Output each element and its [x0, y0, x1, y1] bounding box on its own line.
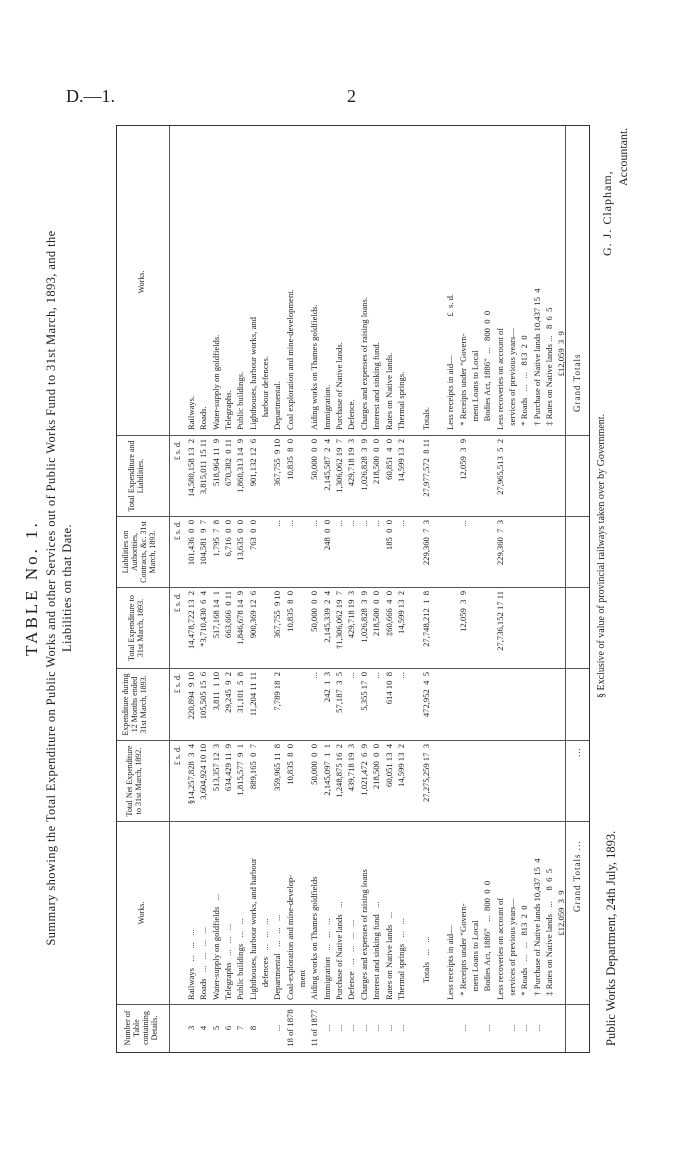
table-cell [407, 520, 419, 585]
table-cell: 218,500 0 0 [371, 591, 382, 637]
table-cell [494, 1006, 506, 1050]
table-cell: Purchase of Native lands ... [334, 901, 345, 1000]
table-cell: Less receipts in aid— £ s. d. [445, 293, 456, 430]
table-cell: £12,059 3 9 [556, 890, 567, 1000]
table-cell [259, 672, 271, 738]
col-divider [117, 516, 589, 517]
table-cell: ... [371, 1024, 382, 1032]
table-cell: £12,059 3 9 [556, 331, 567, 430]
table-cell: Immigration. [321, 384, 332, 430]
grand-totals-dots: ... [572, 747, 582, 757]
table-cell: † Purchase of Native lands 10,437 15 4 [531, 288, 542, 430]
table-subtitle-line1: Summary showing the Total Expenditure on Public Works and other Services out of Public Works Fund to 31st March, 1893, and the [44, 230, 58, 946]
units-label: £ s. d. [173, 674, 182, 694]
table-cell [444, 439, 456, 514]
department-date: Public Works Department, 24th July, 1893. [604, 830, 618, 1046]
table-cell [432, 591, 444, 666]
table-cell: 12,059 3 9 [457, 439, 468, 480]
table-cell [432, 824, 444, 1000]
table-cell: ... [309, 672, 320, 679]
table-cell: 5,355 17 0 [358, 672, 369, 711]
table-cell: Thermal springs ... ... [395, 918, 406, 1000]
table-cell: ... [272, 1024, 283, 1032]
table-cell [407, 591, 419, 666]
table-cell: †1,306,062 19 7 [334, 591, 345, 650]
table-cell: 429,718 19 3 [346, 591, 357, 639]
table-cell: services of previous years— [506, 328, 517, 430]
table-cell: 27,748,212 1 8 [420, 591, 431, 647]
table-cell: ment [297, 969, 308, 1000]
col-divider [117, 587, 589, 588]
table-cell: Defence. [346, 399, 357, 430]
table-cell: 663,666 0 11 [223, 591, 234, 638]
table-cell: 229,360 7 3 [420, 520, 431, 566]
table-cell: 3,604,924 10 10 [198, 744, 209, 800]
table-cell [432, 130, 444, 430]
table-cell: 889,165 0 7 [247, 744, 258, 790]
works-right-column [185, 130, 568, 430]
table-cell: 248 0 0 [321, 520, 332, 551]
table-cell: 1,846,678 14 9 [235, 591, 246, 645]
page-number: 2 [347, 86, 356, 106]
table-cell [407, 672, 419, 738]
table-cell [444, 1006, 456, 1050]
table-cell: 14,599 13 2 [395, 439, 406, 482]
table-cell [296, 591, 308, 666]
table-cell: 1,026,828 3 9 [358, 591, 369, 643]
net-to-1892-column [185, 744, 432, 819]
table-cell: Telegraphs. [223, 390, 234, 430]
table-cell: Aiding works on Thames goldfields [309, 876, 320, 1000]
table-cell: 1,815,577 9 1 [235, 744, 246, 796]
table-cell: Totals. [420, 406, 431, 430]
table-cell: 10,835 8 0 [284, 591, 295, 632]
table-cell [432, 439, 444, 514]
table-cell: 367,755 9 10 [272, 439, 283, 487]
table-cell: §14,257,828 3 4 [186, 744, 196, 805]
table-cell: 513,357 12 3 [210, 744, 221, 792]
table-cell [296, 520, 308, 585]
header-works: Works. [137, 901, 146, 925]
table-cell: Charges and expenses of raising loans. [358, 296, 369, 430]
table-cell: 1,248,875 16 2 [334, 744, 345, 798]
header-during-12-months: Expenditure during 12 Months ended 31st March, 1893. [121, 673, 148, 736]
table-cell: 359,965 11 8 [272, 744, 283, 791]
total-and-liabilities-column [185, 439, 506, 514]
table-cell: 229,360 7 3 [494, 520, 505, 566]
table-cell: ... [358, 520, 369, 527]
table-cell: Rates on Native lands ... [383, 911, 394, 1000]
table-cell: 27,977,572 8 11 [420, 439, 431, 497]
grand-totals-label-left: Grand Totals ... [572, 840, 582, 912]
table-cell [259, 439, 271, 514]
col-divider [117, 435, 589, 436]
table-cell [444, 520, 456, 585]
table-cell: 8 [247, 1025, 258, 1031]
table-cell [407, 130, 419, 430]
table-cell: 185 0 0 [383, 520, 394, 551]
table-cell: Roads. [198, 406, 209, 430]
table-cell: † Purchase of Native lands 10,437 15 4 [531, 858, 542, 1000]
table-cell: 218,500 0 0 [371, 744, 382, 790]
table-cell: 2,145,097 1 1 [321, 744, 332, 796]
table-cell: ... [346, 520, 357, 527]
table-cell: 11 of 1877 [309, 1009, 320, 1047]
table-cell: Water-supply on goldfields. [210, 334, 221, 430]
grand-totals-label-right: Grand Totals [572, 353, 582, 412]
table-cell: Water-supply on goldfields ... [210, 893, 221, 1000]
table-cell: Bodies Act, 1886” ... 800 0 0 [482, 310, 493, 430]
table-cell: ... [272, 520, 283, 527]
table-cell [432, 520, 444, 585]
header-net-to-1892: Total Net Expenditure to 31st March, 1892. [125, 745, 143, 817]
table-cell: Purchase of Native lands. [334, 342, 345, 430]
table-cell: Coal exploration and mine-development. [284, 289, 295, 430]
table-cell: Less recoveries on account of [494, 327, 505, 430]
liabilities-column [185, 520, 506, 585]
table-cell: ‡ Rates on Native lands ... 8 6 5 [543, 307, 554, 430]
table-cell: ... [482, 1024, 493, 1032]
table-cell: ment Loans to Local [469, 350, 480, 430]
table-cell: Coal-exploration and mine-develop- [284, 874, 295, 1000]
table-cell: ... [321, 1024, 332, 1032]
table-cell [407, 744, 419, 819]
table-cell: 12,059 3 9 [457, 591, 468, 632]
table-cell: Railways ... ... ... [186, 929, 196, 1000]
table-cell: Interest and sinking fund ... [371, 901, 382, 1000]
table-cell: Rates on Native lands. [383, 352, 394, 430]
table-cell: 50,000 0 0 [309, 744, 320, 785]
table-cell [284, 672, 296, 738]
table-cell: ... [506, 1024, 517, 1032]
table-cell: 3,815,011 15 11 [198, 439, 209, 495]
table-cell: 3 [186, 1025, 196, 1031]
header-works-right: Works. [137, 270, 146, 294]
table-cell: 5 [210, 1025, 221, 1031]
table-cell [432, 1006, 444, 1050]
table-cell: Interest and sinking fund. [371, 342, 382, 430]
table-cell: 1,021,472 6 9 [358, 744, 369, 796]
signatory-name: G. J. Clapham, [600, 170, 614, 256]
table-cell: 50,000 0 0 [309, 439, 320, 480]
table-cell [481, 520, 493, 585]
table-cell [444, 591, 456, 666]
table-cell: Thermal springs. [395, 371, 406, 430]
table-cell: Defence ... ... ... ... [346, 919, 357, 1000]
table-cell: 14,580,158 13 2 [186, 439, 196, 498]
table-cell: ‡ Rates on Native lands ... 8 6 5 [543, 868, 554, 1000]
header-liabilities: Liabilities on Authorities, Contracts, &c. 31st March, 1893. [121, 521, 157, 583]
table-cell [469, 520, 481, 585]
table-cell: 439,718 19 3 [346, 744, 357, 792]
table-cell: Departmental. [272, 381, 283, 430]
table-cell [296, 130, 308, 430]
table-cell: 14,599 13 2 [395, 591, 406, 634]
table-cell: ... [371, 520, 382, 527]
table-cell: 60,851 4 0 [383, 439, 394, 480]
table-cell: 218,500 0 0 [371, 439, 382, 485]
table-cell: *3,710,430 6 4 [198, 591, 209, 647]
table-cell: 14,478,722 13 2 [186, 591, 196, 650]
table-cell [407, 439, 419, 514]
table-cell [469, 591, 481, 666]
table-cell: 2,145,339 2 4 [321, 591, 332, 643]
col-divider [117, 668, 589, 669]
col-divider [117, 821, 589, 822]
table-cell: 242 1 3 [321, 672, 332, 703]
table-cell: Lighthouses, harbour works, and harbour [247, 858, 258, 1000]
table-cell: 1,795 7 8 [210, 520, 221, 557]
table-cell: defences ... ... ... [260, 918, 271, 1000]
units-label: £ s. d. [173, 593, 182, 613]
table-cell: 4 [198, 1025, 209, 1031]
table-cell: 31,101 5 8 [235, 672, 246, 713]
table-title: TABLE No. 1. [22, 520, 41, 656]
units-label: £ s. d. [173, 746, 182, 766]
table-cell [420, 1006, 432, 1050]
table-cell: 634,429 11 9 [223, 744, 234, 791]
table-cell: Bodies Act, 1886” ... 800 0 0 [482, 880, 493, 1000]
table-cell: Less receipts in aid— [445, 925, 456, 1000]
summary-table [116, 125, 590, 1053]
table-cell: ... [309, 520, 320, 527]
table-cell: 1,306,062 19 7 [334, 439, 345, 493]
table-cell: 670,382 0 11 [223, 439, 234, 486]
table-cell: Charges and expenses of raising loans [358, 869, 369, 1000]
table-cell: Aiding works on Thames goldfields. [309, 304, 320, 430]
table-cell: 104,581 9 7 [198, 520, 209, 566]
during-12-months-column [185, 672, 432, 738]
table-cell: 2,145,587 2 4 [321, 439, 332, 491]
table-cell: 614 10 8 [383, 672, 394, 705]
header-total-1893: Total Expenditure to 31st March, 1893. [127, 595, 145, 661]
table-cell [296, 744, 308, 819]
signatory-role: Accountant. [616, 127, 630, 186]
table-cell: 900,369 12 6 [247, 591, 258, 639]
table-subtitle-line2: Liabilities on that Date. [60, 523, 74, 653]
header-number: Number of Table containing Details. [123, 1010, 159, 1046]
table-cell: ... [334, 520, 345, 527]
table-cell [259, 744, 271, 819]
table-cell: ... [395, 672, 406, 679]
table-cell: 18 of 1878 [284, 1009, 295, 1047]
table-cell: ... [358, 1024, 369, 1032]
table-cell: ... [531, 1024, 542, 1032]
table-cell: 105,505 15 6 [198, 672, 209, 720]
units-label: £ s. d. [173, 441, 182, 461]
table-cell: ment Loans to Local [469, 920, 480, 1000]
table-cell: ... [334, 1024, 345, 1032]
table-cell: Departmental ... ... ... [272, 914, 283, 1000]
table-cell: 11,204 11 11 [247, 672, 258, 717]
table-cell: * Receipts under “Govern- [457, 903, 468, 1000]
table-cell: 27,275,259 17 3 [420, 744, 431, 803]
table-cell [296, 1006, 308, 1050]
table-cell: 518,964 11 9 [210, 439, 221, 486]
table-cell: services of previous years— [506, 898, 517, 1000]
table-cell: 101,436 0 0 [186, 520, 196, 566]
table-cell [481, 591, 493, 666]
table-cell [259, 1006, 271, 1050]
header-rule [169, 126, 170, 1052]
table-cell [407, 824, 419, 1000]
table-cell: 1,860,313 14 9 [235, 439, 246, 493]
table-cell: Immigration ... ... ... [321, 918, 332, 1000]
table-cell: Telegraphs ... ... ... [223, 923, 234, 1000]
table-cell: ... [457, 1024, 468, 1032]
table-cell [259, 591, 271, 666]
table-cell: 901,132 12 6 [247, 439, 258, 487]
table-cell: Roads ... ... ... ... [198, 926, 209, 1000]
table-cell: ... [284, 520, 295, 527]
table-cell: 1,026,828 3 9 [358, 439, 369, 491]
table-cell: 3,811 1 10 [210, 672, 221, 711]
table-cell: Lighthouses, harbour works, and [247, 317, 258, 430]
table-cell: ... [346, 672, 357, 679]
table-cell: ... [346, 1024, 357, 1032]
col-divider [117, 1004, 589, 1005]
table-cell: harbour defences. [260, 356, 271, 430]
table-cell: 367,755 9 10 [272, 591, 283, 639]
table-cell: 10,835 8 0 [284, 744, 295, 785]
table-cell: 517,168 14 1 [210, 591, 221, 639]
total-1893-column [185, 591, 506, 666]
table-cell [407, 1006, 419, 1050]
table-cell: 13,635 0 0 [235, 520, 246, 561]
number-column [185, 1006, 543, 1050]
table-cell: 27,736,152 17 11 [494, 591, 505, 651]
works-column [185, 824, 568, 1000]
table-cell: ... [371, 672, 382, 679]
table-cell: Public buildings ... ... [235, 918, 246, 1000]
units-label: £ s. d. [173, 521, 182, 541]
table-cell: ... [395, 1024, 406, 1032]
table-cell [469, 1006, 481, 1050]
table-cell: 10,835 8 0 [284, 439, 295, 480]
table-cell: 29,245 9 2 [223, 672, 234, 713]
table-cell: 763 0 0 [247, 520, 258, 551]
table-cell: * Roads ... ... 813 2 0 [519, 905, 530, 1000]
table-cell: 6,716 0 0 [223, 520, 234, 557]
table-cell [469, 439, 481, 514]
footnote: § Exclusive of value of provincial railways taken over by Government. [596, 413, 607, 698]
table-cell: ... [457, 520, 468, 527]
col-divider [117, 740, 589, 741]
table-cell [296, 672, 308, 738]
table-cell: 14,599 13 2 [395, 744, 406, 787]
table-cell: 220,894 9 10 [186, 672, 196, 720]
table-cell: 7,789 18 2 [272, 672, 283, 711]
table-cell: ‡60,666 4 0 [383, 591, 394, 637]
table-cell: 50,000 0 0 [309, 591, 320, 632]
table-cell: 60,051 13 4 [383, 744, 394, 787]
header-total-and-liabilities: Total Expenditure and Liabilities. [127, 440, 145, 512]
table-cell: 6 [223, 1025, 234, 1031]
table-cell: 57,187 3 5 [334, 672, 345, 713]
table-cell [259, 520, 271, 585]
table-cell: * Receipts under “Govern- [457, 333, 468, 430]
table-cell [296, 439, 308, 514]
table-cell: Totals ... ... [420, 936, 431, 1000]
table-cell [481, 439, 493, 514]
table-cell: ... [395, 520, 406, 527]
table-cell: 27,965,513 5 2 [494, 439, 505, 495]
table-cell: Public buildings. [235, 371, 246, 430]
table-cell: ... [383, 1024, 394, 1032]
table-cell: 472,952 4 5 [420, 672, 431, 718]
table-cell: Railways. [186, 395, 196, 430]
table-cell: * Roads ... ... 813 2 0 [519, 335, 530, 430]
table-cell: ... [519, 1024, 530, 1032]
table-cell: 7 [235, 1025, 246, 1031]
table-cell: 429,718 19 3 [346, 439, 357, 487]
page-label: D.—1. [66, 86, 115, 106]
table-cell: Less recoveries on account of [494, 897, 505, 1000]
